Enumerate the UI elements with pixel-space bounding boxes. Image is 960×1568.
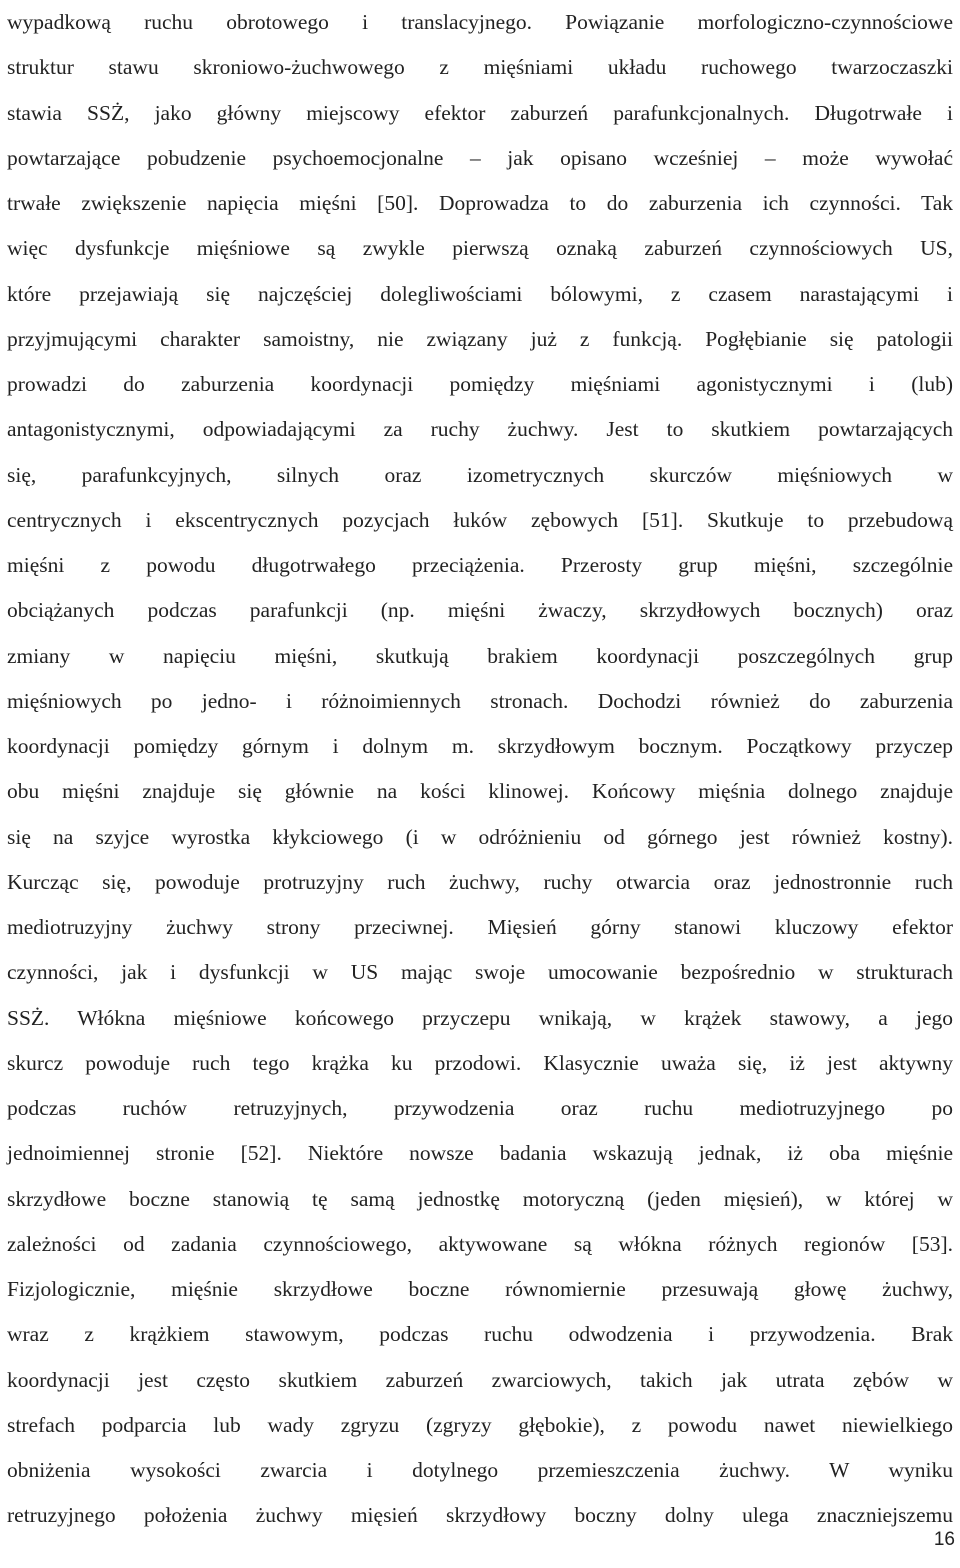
text-line: mediotruzyjny żuchwy strony przeciwnej. Mięsień górny stanowi kluczowy efektor <box>7 915 953 939</box>
text-line: wraz z krążkiem stawowym, podczas ruchu odwodzenia i przywodzenia. Brak <box>7 1322 953 1347</box>
text-line: mięśniowych po jedno- i różnoimiennych stronach. Dochodzi również do zaburzenia <box>7 688 953 713</box>
text-line: stawia SSŻ, jako główny miejscowy efektor zaburzeń parafunkcjonalnych. Długotrwałe i <box>7 100 953 125</box>
text-line: prowadzi do zaburzenia koordynacji pomiędzy mięśniami agonistycznymi i (lub) <box>7 372 953 396</box>
text-line: Fizjologicznie, mięśnie skrzydłowe boczne równomiernie przesuwają głowę żuchwy, <box>7 1277 953 1301</box>
text-line: skrzydłowe boczne stanowią tę samą jednostkę motoryczną (jeden mięsień), w której w <box>7 1186 953 1211</box>
page-number: 16 <box>933 1529 955 1550</box>
body-paragraph <box>7 0 953 1539</box>
text-line: struktur stawu skroniowo-żuchwowego z mięśniami układu ruchowego twarzoczaszki <box>7 55 953 80</box>
text-line: się, parafunkcyjnych, silnych oraz izometrycznych skurczów mięśniowych w <box>7 462 953 487</box>
text-line: antagonistycznymi, odpowiadającymi za ruchy żuchwy. Jest to skutkiem powtarzających <box>7 417 953 442</box>
text-line: centrycznych i ekscentrycznych pozycjach łuków zębowych [51]. Skutkuje to przebudową <box>7 507 953 532</box>
text-line: czynności, jak i dysfunkcji w US mając swoje umocowanie bezpośrednio w strukturach <box>7 960 953 985</box>
text-line: koordynacji jest często skutkiem zaburzeń zwarciowych, takich jak utrata zębów w <box>7 1367 953 1392</box>
text-line: Kurcząc się, powoduje protruzyjny ruch żuchwy, ruchy otwarcia oraz jednostronnie ruch <box>7 869 953 894</box>
text-line: które przejawiają się najczęściej dolegliwościami bólowymi, z czasem narastającymi i <box>7 281 953 306</box>
text-line: mięśni z powodu długotrwałego przeciążenia. Przerosty grup mięśni, szczególnie <box>7 553 953 577</box>
text-line: retruzyjnego położenia żuchwy mięsień skrzydłowy boczny dolny ulega znaczniejszemu <box>7 1503 953 1528</box>
text-line: skurcz powoduje ruch tego krążka ku przodowi. Klasycznie uważa się, iż jest aktywny <box>7 1050 953 1075</box>
text-line: się na szyjce wyrostka kłykciowego (i w odróżnieniu od górnego jest również kostny). <box>7 824 953 849</box>
text-line: zależności od zadania czynnościowego, aktywowane są włókna różnych regionów [53]. <box>7 1231 953 1256</box>
text-line: jednoimiennej stronie [52]. Niektóre nowsze badania wskazują jednak, iż oba mięśnie <box>7 1141 953 1166</box>
text-line: przyjmującymi charakter samoistny, nie związany już z funkcją. Pogłębianie się patologii <box>7 326 953 351</box>
text-line: więc dysfunkcje mięśniowe są zwykle pierwszą oznaką zaburzeń czynnościowych US, <box>7 236 953 261</box>
text-line: wypadkową ruchu obrotowego i translacyjnego. Powiązanie morfologiczno-czynnościowe <box>7 10 953 34</box>
text-line: zmiany w napięciu mięśni, skutkują brakiem koordynacji poszczególnych grup <box>7 643 953 668</box>
text-line: obniżenia wysokości zwarcia i dotylnego przemieszczenia żuchwy. W wyniku <box>7 1458 953 1482</box>
text-line: koordynacji pomiędzy górnym i dolnym m. skrzydłowym bocznym. Początkowy przyczep <box>7 734 953 758</box>
text-line: strefach podparcia lub wady zgryzu (zgryzy głębokie), z powodu nawet niewielkiego <box>7 1412 953 1437</box>
text-line: obciążanych podczas parafunkcji (np. mięśni żwaczy, skrzydłowych bocznych) oraz <box>7 598 953 623</box>
text-line: trwałe zwiększenie napięcia mięśni [50]. Doprowadza to do zaburzenia ich czynności. Tak <box>7 191 953 215</box>
text-line: SSŻ. Włókna mięśniowe końcowego przyczepu wnikają, w krążek stawowy, a jego <box>7 1005 953 1030</box>
text-line: podczas ruchów retruzyjnych, przywodzenia oraz ruchu mediotruzyjnego po <box>7 1096 953 1120</box>
text-line: obu mięśni znajduje się głównie na kości klinowej. Końcowy mięśnia dolnego znajduje <box>7 779 953 804</box>
text-line: powtarzające pobudzenie psychoemocjonalne – jak opisano wcześniej – może wywołać <box>7 145 953 170</box>
